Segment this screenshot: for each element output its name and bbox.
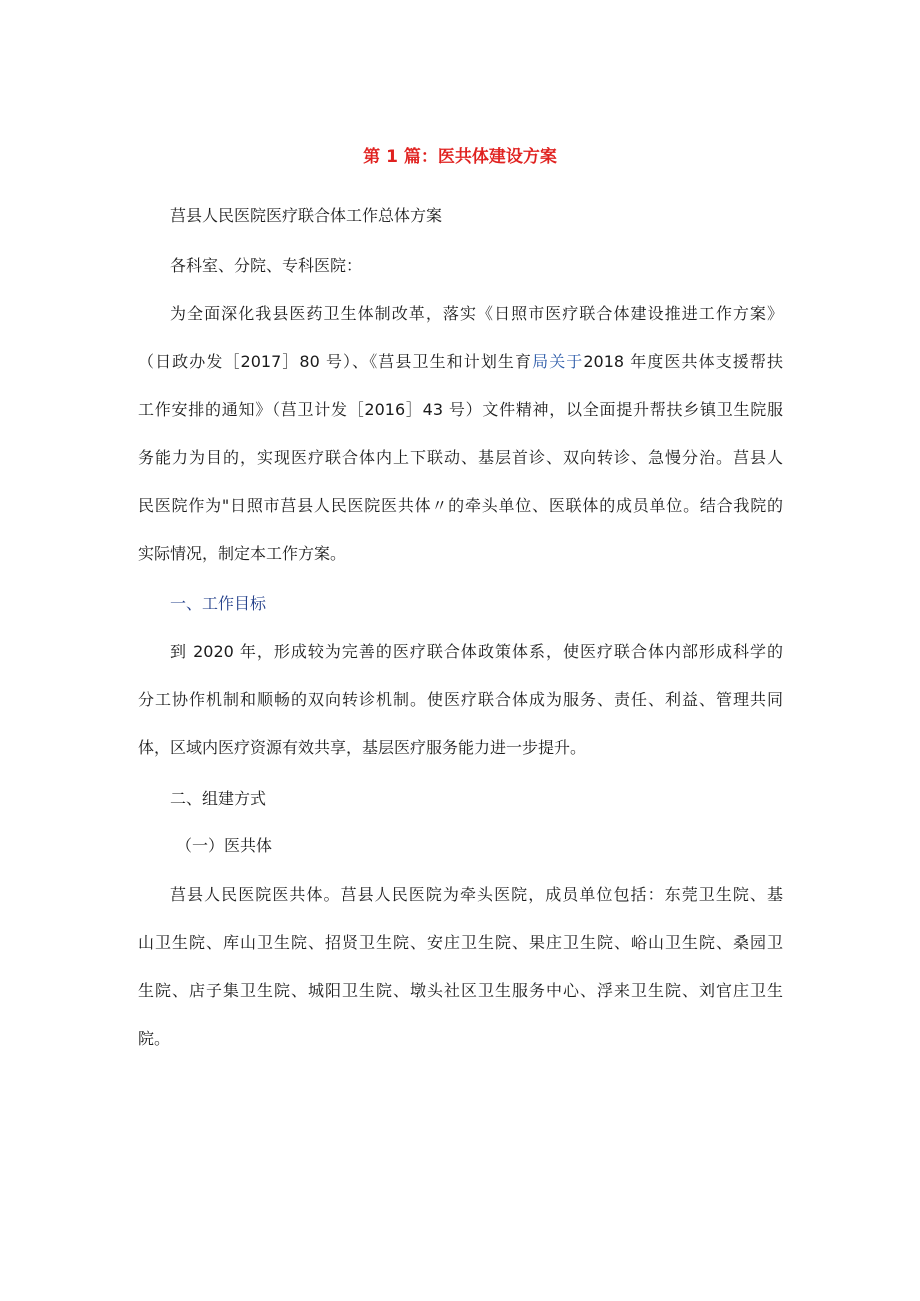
intro-line-6: 实际情况，制定本工作方案。 xyxy=(138,544,347,563)
intro-line-5: 民医院作为"日照市莒县人民医院医共体〃的牵头单位、医联体的成员单位。结合我院的 xyxy=(138,496,783,515)
section-2-line-2: 山卫生院、库山卫生院、招贤卫生院、安庄卫生院、果庄卫生院、峪山卫生院、桑园卫 xyxy=(138,933,783,952)
intro-line-2 xyxy=(138,349,783,375)
intro-line-1: 为全面深化我县医药卫生体制改革，落实《日照市医疗联合体建设推进工作方案》 xyxy=(170,304,783,323)
intro-line-2-c: 2018 年度医共体支援帮扶 xyxy=(583,352,783,371)
intro-line-4: 务能力为目的，实现医疗联合体内上下联动、基层首诊、双向转诊、急慢分治。莒县人 xyxy=(138,448,783,467)
intro-line-3: 工作安排的通知》（莒卫计发［2016］43 号）文件精神，以全面提升帮扶乡镇卫生院服 xyxy=(138,400,783,419)
document-title: 第 1 篇：医共体建设方案 xyxy=(363,147,557,167)
section-2-subheading-1: （一）医共体 xyxy=(176,836,273,855)
salutation: 各科室、分院、专科医院： xyxy=(170,256,363,275)
section-2-line-4: 院。 xyxy=(138,1029,171,1048)
section-2-heading: 二、组建方式 xyxy=(170,789,267,808)
intro-line-2-highlight: 局关于 xyxy=(532,352,584,371)
section-1-line-3: 体，区域内医疗资源有效共享，基层医疗服务能力进一步提升。 xyxy=(138,738,587,757)
section-2-line-3: 生院、店子集卫生院、城阳卫生院、墩头社区卫生服务中心、浮来卫生院、刘官庄卫生 xyxy=(138,981,783,1000)
section-2-line-1: 莒县人民医院医共体。莒县人民医院为牵头医院，成员单位包括：东莞卫生院、基 xyxy=(170,885,783,904)
section-1-line-1: 到 2020 年，形成较为完善的医疗联合体政策体系，使医疗联合体内部形成科学的 xyxy=(170,642,783,661)
section-1-line-2: 分工协作机制和顺畅的双向转诊机制。使医疗联合体成为服务、责任、利益、管理共同 xyxy=(138,690,783,709)
document-subtitle: 莒县人民医院医疗联合体工作总体方案 xyxy=(170,206,443,225)
section-1-heading: 一、工作目标 xyxy=(170,594,267,613)
intro-line-2-a: （日政办发［2017］80 号）、《莒县卫生和计划生育 xyxy=(138,352,533,371)
